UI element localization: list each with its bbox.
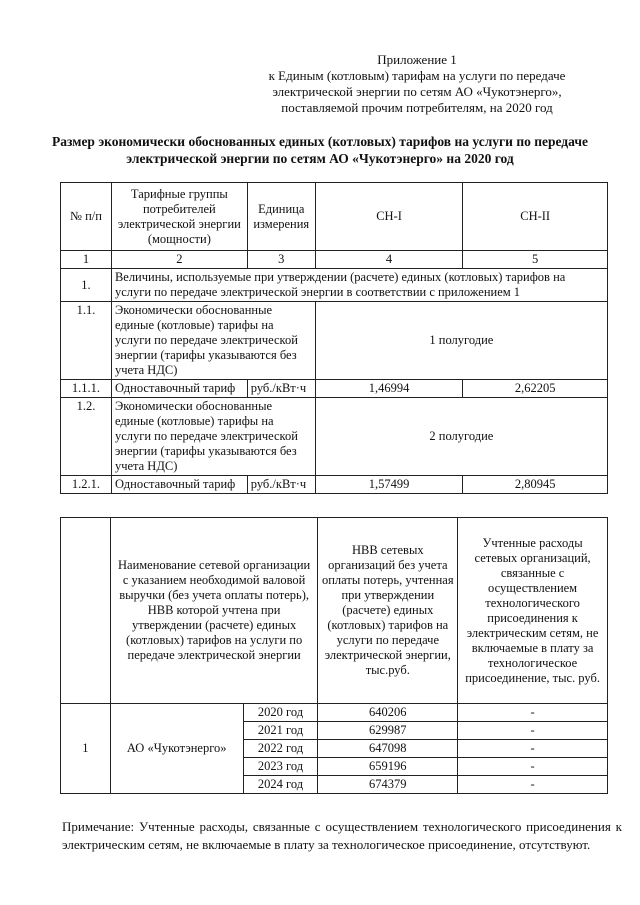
column-number-row <box>61 251 608 269</box>
row-num: 1.2.1. <box>61 476 112 494</box>
row-num: 1.1. <box>61 302 112 380</box>
tariff-table <box>60 182 608 494</box>
title-line-1: Размер экономически обоснованных единых (котловых) тарифов на услуги по передаче <box>52 134 588 149</box>
period-label: 1 полугодие <box>315 302 607 380</box>
tariff-name: Одноставочный тариф <box>111 476 247 494</box>
col-number: 1 <box>61 251 112 269</box>
col-number: 5 <box>463 251 608 269</box>
col-number: 3 <box>247 251 315 269</box>
nvv-cell: 659196 <box>318 758 458 776</box>
row-num: 1 <box>61 704 111 794</box>
row-num: 1.1.1. <box>61 380 112 398</box>
table-row <box>61 302 608 380</box>
tariff-name: Одноставочный тариф <box>111 380 247 398</box>
tariff-sn1: 1,57499 <box>315 476 463 494</box>
row-text: Экономически обоснованные единые (котловые) тарифы на услуги по передаче электрической энергии (тарифы указываются без учета НДС) <box>111 398 315 476</box>
year-cell: 2021 год <box>243 722 318 740</box>
title-line-2: электрической энергии по сетям АО «Чукотэнерго» на 2020 год <box>126 151 514 166</box>
tariff-sn1: 1,46994 <box>315 380 463 398</box>
appendix-line-1: Приложение 1 <box>377 52 457 67</box>
nvv-cell: 674379 <box>318 776 458 794</box>
nvv-table-header-row <box>61 518 608 704</box>
col-number: 4 <box>315 251 463 269</box>
footnote: Примечание: Учтенные расходы, связанные с осуществлением технологического присоединения к электрическим сетям, не включаемые в плату за технологическое присоединение, отсутствуют. <box>62 819 622 852</box>
nvv-cell: 640206 <box>318 704 458 722</box>
appendix-line-3: электрической энергии по сетям АО «Чукотэнерго», <box>272 84 562 99</box>
appendix-line-4: поставляемой прочим потребителям, на 2020 год <box>281 100 553 115</box>
header-nvv: НВВ сетевых организаций без учета оплаты потерь, учтенная при утверждении (расчете) единых (котловых) тарифов на услуги по передаче электрической энергии, тыс.руб. <box>318 518 458 704</box>
header-unit: Единица измерения <box>247 183 315 251</box>
header-sn1: СН-I <box>315 183 463 251</box>
nvv-cell: 647098 <box>318 740 458 758</box>
col-number: 2 <box>111 251 247 269</box>
row-num: 1.2. <box>61 398 112 476</box>
tariff-unit: руб./кВт·ч <box>247 380 315 398</box>
tariff-table-header-row <box>61 183 608 251</box>
costs-cell: - <box>458 740 608 758</box>
costs-cell: - <box>458 758 608 776</box>
year-cell: 2020 год <box>243 704 318 722</box>
header-org: Наименование сетевой организации с указанием необходимой валовой выручки (без учета оплаты потерь), НВВ которой учтена при утверждении (расчете) единых (котловых) тарифов на услуги по передаче электрической энергии <box>110 518 318 704</box>
tariff-unit: руб./кВт·ч <box>247 476 315 494</box>
org-name: АО «Чукотэнерго» <box>110 704 243 794</box>
appendix-header <box>252 52 582 116</box>
table-row <box>61 380 608 398</box>
year-cell: 2022 год <box>243 740 318 758</box>
header-group: Тарифные группы потребителей электрической энергии (мощности) <box>111 183 247 251</box>
year-cell: 2023 год <box>243 758 318 776</box>
table-row <box>61 476 608 494</box>
row-text: Экономически обоснованные единые (котловые) тарифы на услуги по передаче электрической энергии (тарифы указываются без учета НДС) <box>111 302 315 380</box>
tariff-sn2: 2,62205 <box>463 380 608 398</box>
period-label: 2 полугодие <box>315 398 607 476</box>
nvv-table <box>60 517 608 794</box>
table-row <box>61 269 608 302</box>
table-row <box>61 704 608 722</box>
header-sn2: СН-II <box>463 183 608 251</box>
costs-cell: - <box>458 722 608 740</box>
row-num: 1. <box>61 269 112 302</box>
nvv-cell: 629987 <box>318 722 458 740</box>
tariff-sn2: 2,80945 <box>463 476 608 494</box>
year-cell: 2024 год <box>243 776 318 794</box>
costs-cell: - <box>458 704 608 722</box>
header-num: № п/п <box>61 183 112 251</box>
header-empty <box>61 518 111 704</box>
document-title <box>40 133 600 167</box>
costs-cell: - <box>458 776 608 794</box>
row-text: Величины, используемые при утверждении (расчете) единых (котловых) тарифов на услуги по передаче электрической энергии в соответствии с приложением 1 <box>111 269 607 302</box>
header-costs: Учтенные расходы сетевых организаций, связанные с осуществлением технологического присоединения к электрическим сетям, не включаемые в плату за технологическое присоединение, тыс. руб. <box>458 518 608 704</box>
appendix-line-2: к Единым (котловым) тарифам на услуги по передаче <box>268 68 566 83</box>
table-row <box>61 398 608 476</box>
